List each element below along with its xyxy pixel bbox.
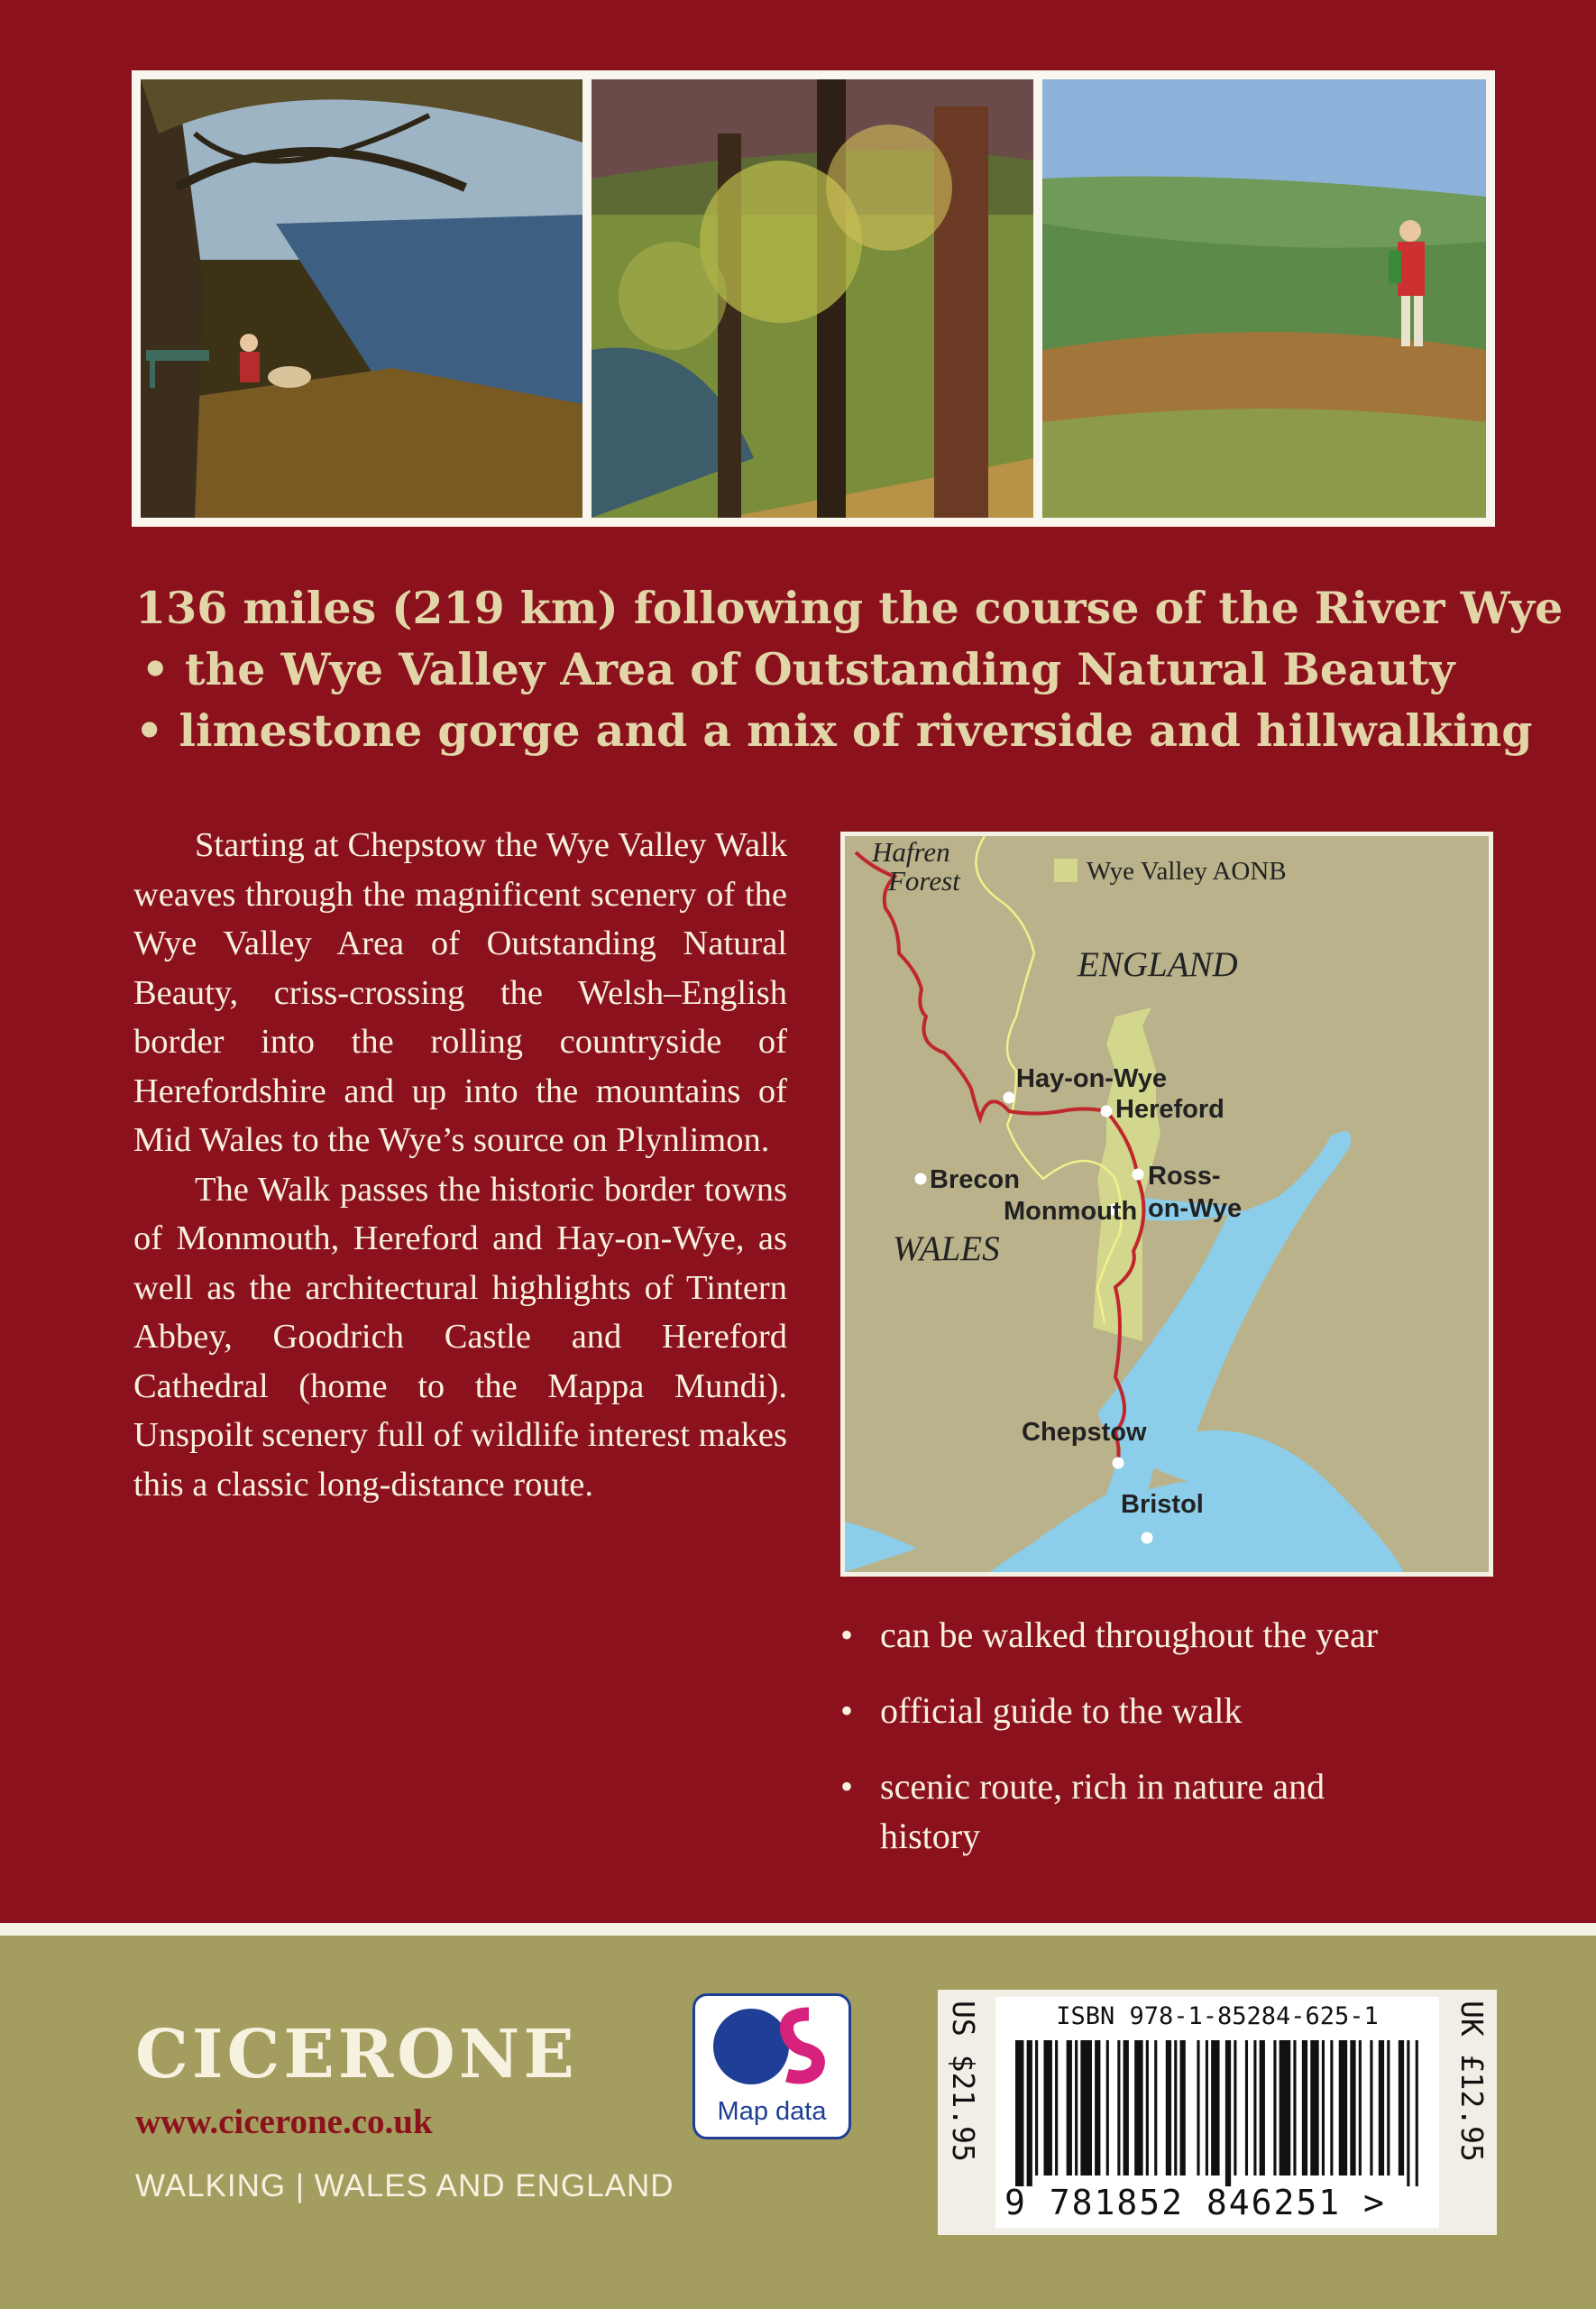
map-label-ross: on-Wye	[1148, 1194, 1243, 1223]
barcode-bar	[1416, 2040, 1418, 2186]
highlight-line: • the Wye Valley Area of Outstanding Natural Beauty	[141, 643, 1455, 695]
map-label-hay: Hay-on-Wye	[1016, 1064, 1168, 1093]
barcode-bar	[1134, 2040, 1142, 2176]
town-marker	[1101, 1106, 1113, 1118]
photo-strip	[132, 70, 1495, 527]
barcode-bar	[1387, 2040, 1390, 2176]
legend-swatch	[1054, 859, 1078, 882]
map-label-ross: Ross-	[1148, 1162, 1221, 1191]
barcode-bar	[1080, 2040, 1092, 2176]
barcode-bar	[1245, 2040, 1248, 2176]
barcode-bar	[1035, 2040, 1038, 2176]
description-paragraph: The Walk passes the historic border towns of Monmouth, Hereford and Hay-on-Wye, as well as the architectural highlights of Tintern Abbey, Goodrich Castle and Hereford Cathedral (home to the Mappa Mundi). Unspoilt scenery full of wildlife interest makes this a classic long-distance route.	[133, 1170, 787, 1504]
price-us-text: US $21.95	[946, 2001, 981, 2162]
barcode-bar	[1211, 2040, 1219, 2176]
description-paragraph: Starting at Chepstow the Wye Valley Walk weaves through the magnificent scenery of the Wye Valley Area of Outstanding Natural Beauty, criss-crossing the Welsh–English border into the rolling countryside of Herefordshire and up into the mountains of Mid Wales to the Wye’s source on Plynlimon.	[133, 826, 787, 1159]
map-label-chepstow: Chepstow	[1022, 1418, 1147, 1447]
barcode-panel	[938, 1990, 1497, 2235]
town-marker	[1004, 1092, 1015, 1104]
barcode-bar	[1379, 2040, 1384, 2176]
ean-digits: 9 781852 846251 >	[1004, 2183, 1386, 2222]
map-start-label: Hafren	[872, 836, 950, 868]
barcode-bar	[1234, 2040, 1236, 2176]
map-label-brecon: Brecon	[930, 1165, 1020, 1194]
photo-woodland-gorge	[592, 79, 1033, 518]
price-uk	[1446, 2001, 1497, 2224]
description	[133, 821, 787, 1509]
barcode-bar	[1146, 2040, 1149, 2176]
barcode-bar	[1399, 2040, 1404, 2176]
map-region-wales: WALES	[893, 1229, 1000, 1268]
feature-item: • can be walked throughout the year	[840, 1610, 1526, 1660]
barcode-bar	[1350, 2040, 1355, 2176]
publisher-website[interactable]: www.cicerone.co.uk	[135, 2102, 433, 2141]
photo-moorland-walker	[1042, 79, 1486, 518]
barcode-bar	[1339, 2040, 1347, 2176]
barcode-bar	[1206, 2040, 1208, 2176]
route-map	[840, 832, 1493, 1577]
barcode-bar	[1166, 2040, 1171, 2176]
town-marker	[1142, 1532, 1153, 1544]
barcode-bar	[1117, 2040, 1120, 2176]
barcode-bar	[1067, 2040, 1072, 2176]
os-logo-icon	[708, 2003, 836, 2090]
barcode-bar	[1330, 2040, 1333, 2176]
publisher-logo: CICERONE	[135, 2016, 578, 2093]
photo-riverside-bench	[141, 79, 582, 518]
highlight-line: 136 miles (219 km) following the course of the River Wye	[135, 582, 1564, 634]
map-start-label: Forest	[888, 865, 960, 897]
barcode-bar	[1095, 2040, 1100, 2176]
os-badge-label: Map data	[717, 2097, 827, 2126]
barcode-bar	[1124, 2040, 1129, 2176]
barcode-bar	[1293, 2040, 1296, 2176]
divider-strip	[0, 1923, 1596, 1936]
barcode-bars	[1015, 2040, 1421, 2186]
barcode-bar	[1280, 2040, 1291, 2176]
highlights-block	[135, 577, 1564, 761]
barcode-bar	[1027, 2040, 1032, 2186]
barcode-bar	[1043, 2040, 1051, 2176]
barcode-bar	[1253, 2040, 1256, 2176]
price-uk-text: UK £12.95	[1454, 2001, 1490, 2162]
barcode-bar	[1260, 2040, 1265, 2176]
barcode-bar	[1310, 2040, 1318, 2176]
barcode-bar	[1273, 2040, 1276, 2176]
highlight-line: • limestone gorge and a mix of riverside and hillwalking	[135, 704, 1533, 757]
barcode-bar	[1106, 2040, 1109, 2176]
barcode-bar	[1302, 2040, 1307, 2176]
map-region-england: ENGLAND	[1078, 945, 1238, 984]
barcode-bar	[1015, 2040, 1023, 2186]
category-label: WALKING | WALES AND ENGLAND	[135, 2168, 674, 2203]
map-label-bristol: Bristol	[1121, 1490, 1204, 1519]
feature-list	[840, 1610, 1526, 1887]
map-label-hereford: Hereford	[1115, 1095, 1225, 1124]
map-legend-label: Wye Valley AONB	[1087, 857, 1287, 886]
route-map-graphic	[845, 836, 1489, 1572]
feature-item: • scenic route, rich in nature and history	[840, 1762, 1349, 1861]
isbn-text: ISBN 978-1-85284-625-1	[1056, 2002, 1379, 2030]
barcode-bar	[1359, 2040, 1362, 2176]
barcode-bar	[1180, 2040, 1186, 2176]
barcode-bar	[1075, 2040, 1078, 2176]
os-map-data-badge	[693, 1993, 851, 2139]
town-marker	[1133, 1169, 1144, 1181]
barcode-bar	[1225, 2040, 1231, 2186]
town-marker	[915, 1173, 927, 1185]
barcode-bar	[1370, 2040, 1372, 2176]
barcode-bar	[1322, 2040, 1325, 2176]
barcode-bar	[1055, 2040, 1058, 2176]
town-marker	[1113, 1458, 1124, 1469]
barcode-bar	[1174, 2040, 1177, 2176]
barcode	[995, 1997, 1439, 2228]
map-label-monmouth: Monmouth	[1004, 1197, 1138, 1226]
feature-item: • official guide to the walk	[840, 1686, 1526, 1735]
barcode-bar	[1197, 2040, 1199, 2176]
barcode-bar	[1154, 2040, 1157, 2176]
price-us	[938, 2001, 988, 2224]
barcode-bar	[1407, 2040, 1409, 2186]
